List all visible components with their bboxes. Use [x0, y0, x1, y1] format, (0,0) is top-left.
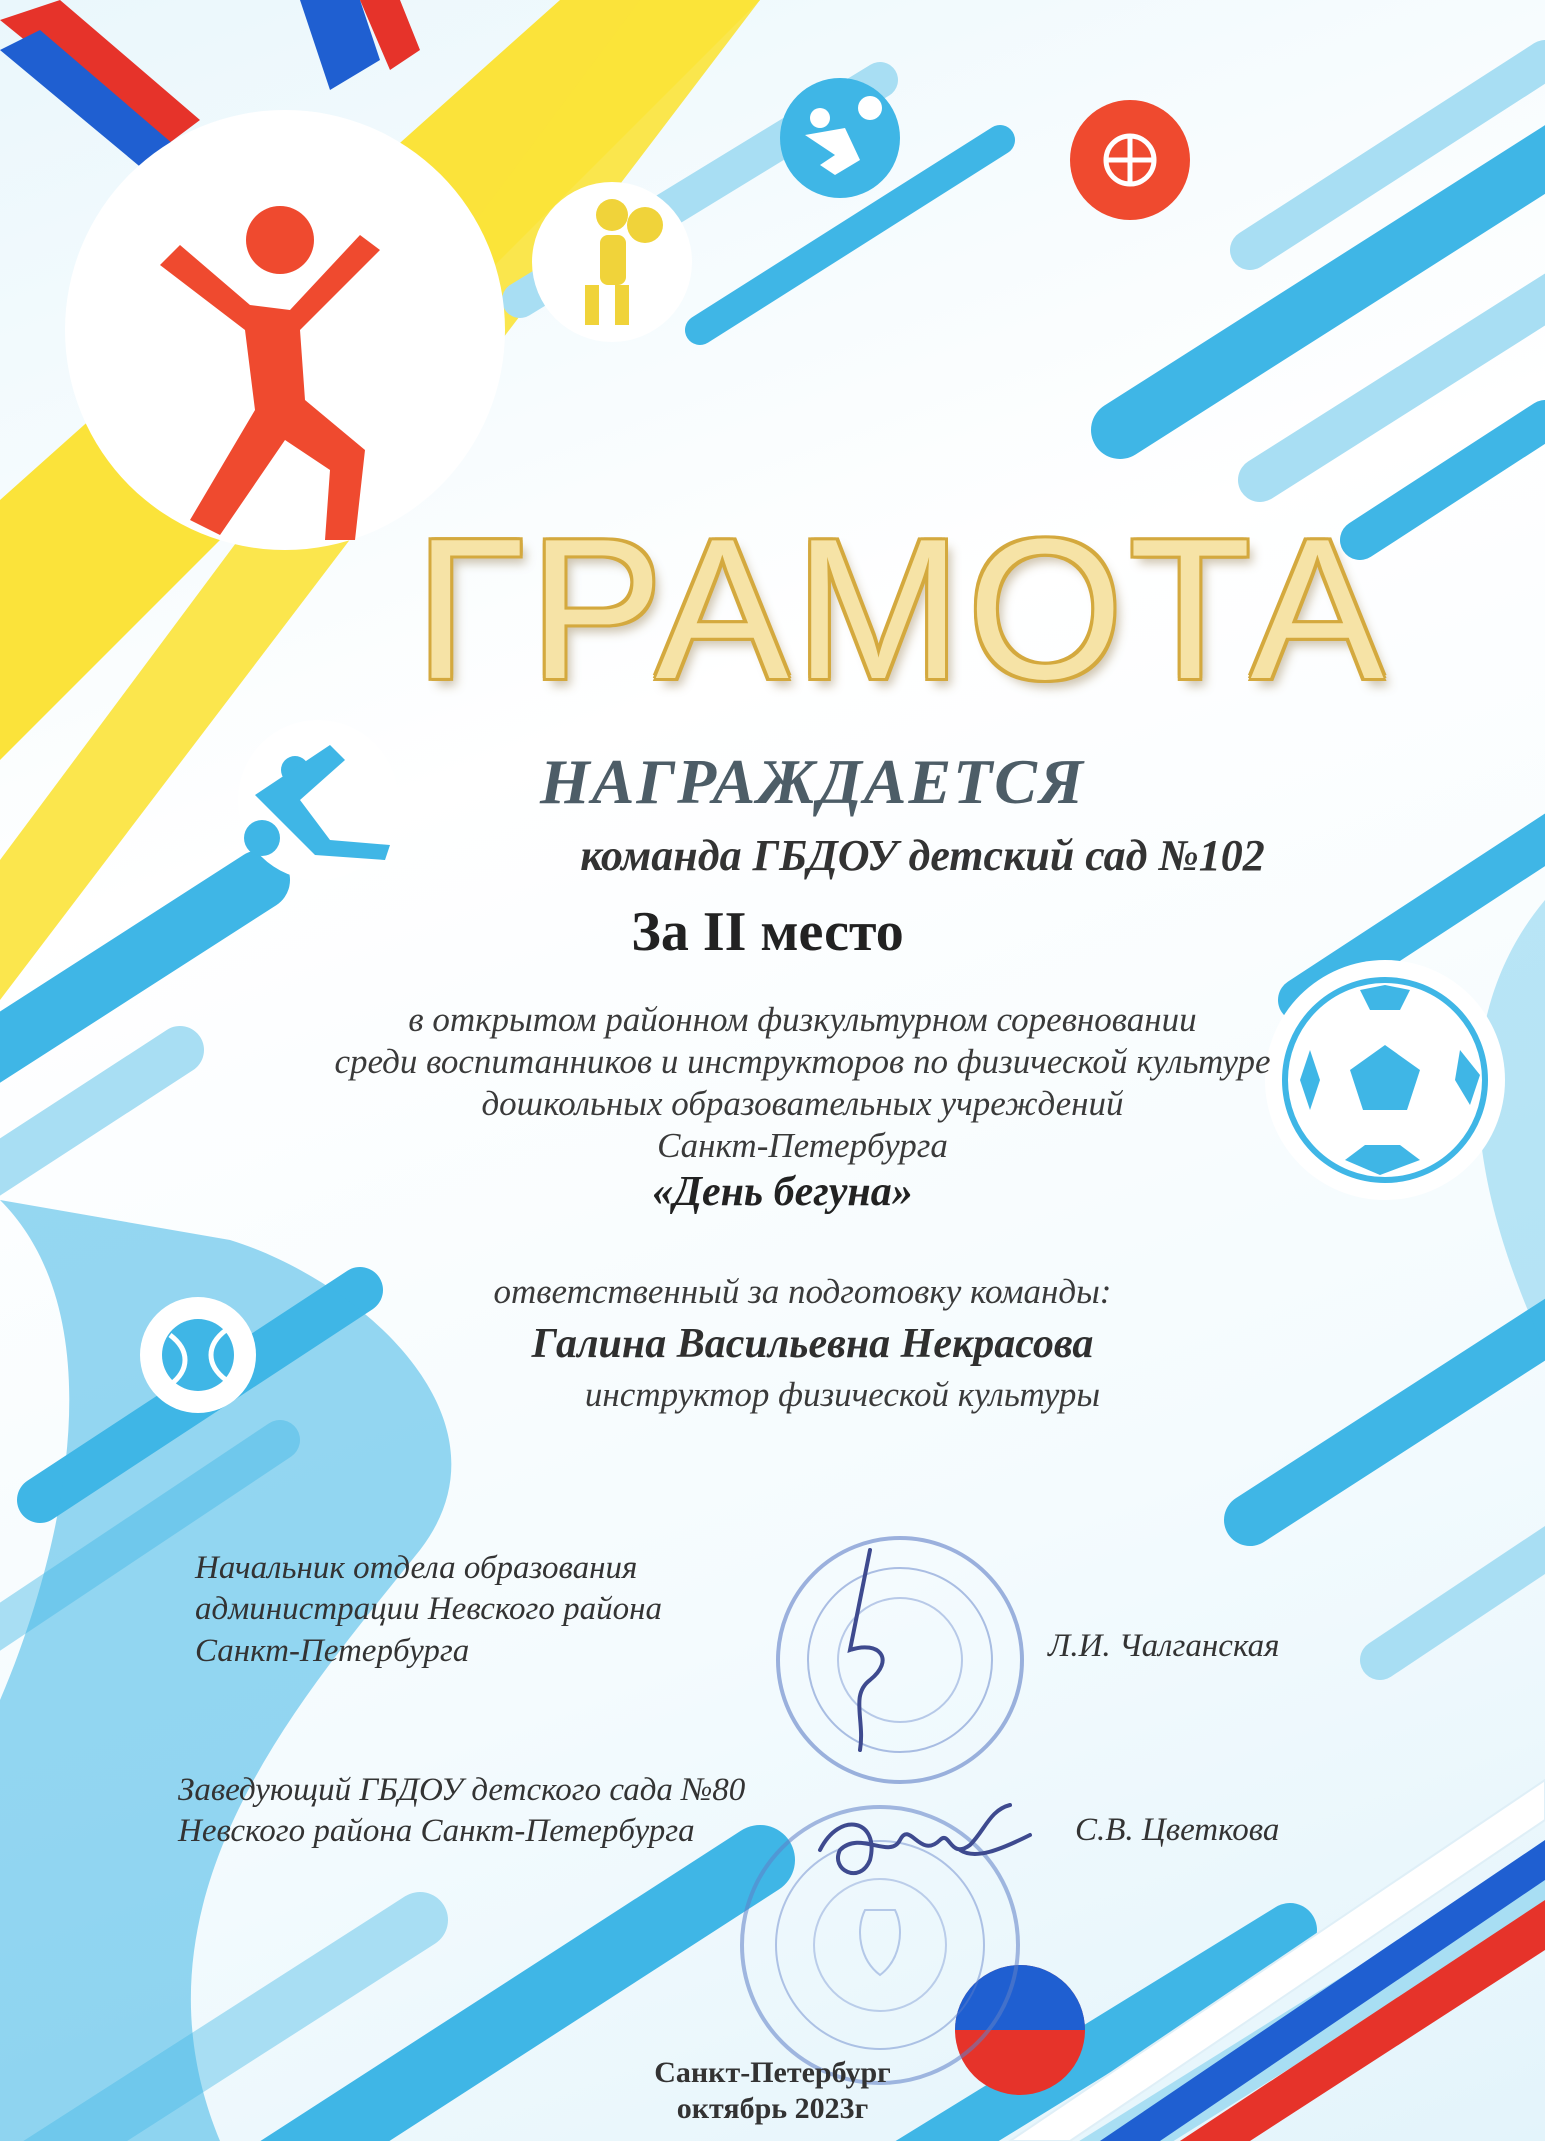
signatory-1-name: Л.И. Чалганская	[1048, 1628, 1280, 1664]
coach-name: Галина Васильевна Некрасова	[531, 1321, 1094, 1367]
signature-1	[810, 1540, 930, 1760]
responsible-label: ответственный за подготовку команды:	[493, 1272, 1112, 1311]
signature-2	[800, 1790, 1050, 1900]
jumping-figure-icon	[65, 110, 505, 550]
description-line: в открытом районном физкультурном соревновании	[408, 1000, 1197, 1039]
recipient-team: команда ГБДОУ детский сад №102	[580, 831, 1265, 880]
signatory-2-position	[178, 1770, 745, 1853]
event-name: «День бегуна»	[652, 1169, 913, 1215]
description-line: Санкт-Петербурга	[657, 1126, 948, 1165]
signatory-position-line: Заведующий ГБДОУ детского сада №80	[178, 1772, 746, 1808]
footer-date: октябрь 2023г	[676, 2092, 869, 2125]
signatory-position-line: Санкт-Петербурга	[195, 1632, 470, 1669]
coach-position: инструктор физической культуры	[584, 1375, 1101, 1414]
award-place: За II место	[631, 901, 904, 963]
signatory-position-line: Начальник отдела образования	[195, 1550, 638, 1586]
boxer-icon	[532, 182, 692, 342]
description-line: среди воспитанников и инструкторов по физической культуре	[334, 1042, 1271, 1081]
signatory-1-position	[195, 1548, 662, 1672]
volleyball-player-icon	[780, 78, 900, 198]
signatory-2-name: С.В. Цветкова	[1075, 1812, 1280, 1848]
certificate-title: ГРАМОТА	[415, 498, 1390, 721]
awarded-heading: НАГРАЖДАЕТСЯ	[540, 746, 1085, 817]
footer	[0, 2055, 1545, 2127]
footer-city: Санкт-Петербург	[654, 2056, 891, 2089]
basketball-icon	[1070, 100, 1190, 220]
description-line: дошкольных образовательных учреждений	[481, 1084, 1124, 1123]
signatory-position-line: администрации Невского района	[195, 1591, 663, 1628]
signatory-position-line: Невского района Санкт-Петербурга	[178, 1813, 695, 1850]
